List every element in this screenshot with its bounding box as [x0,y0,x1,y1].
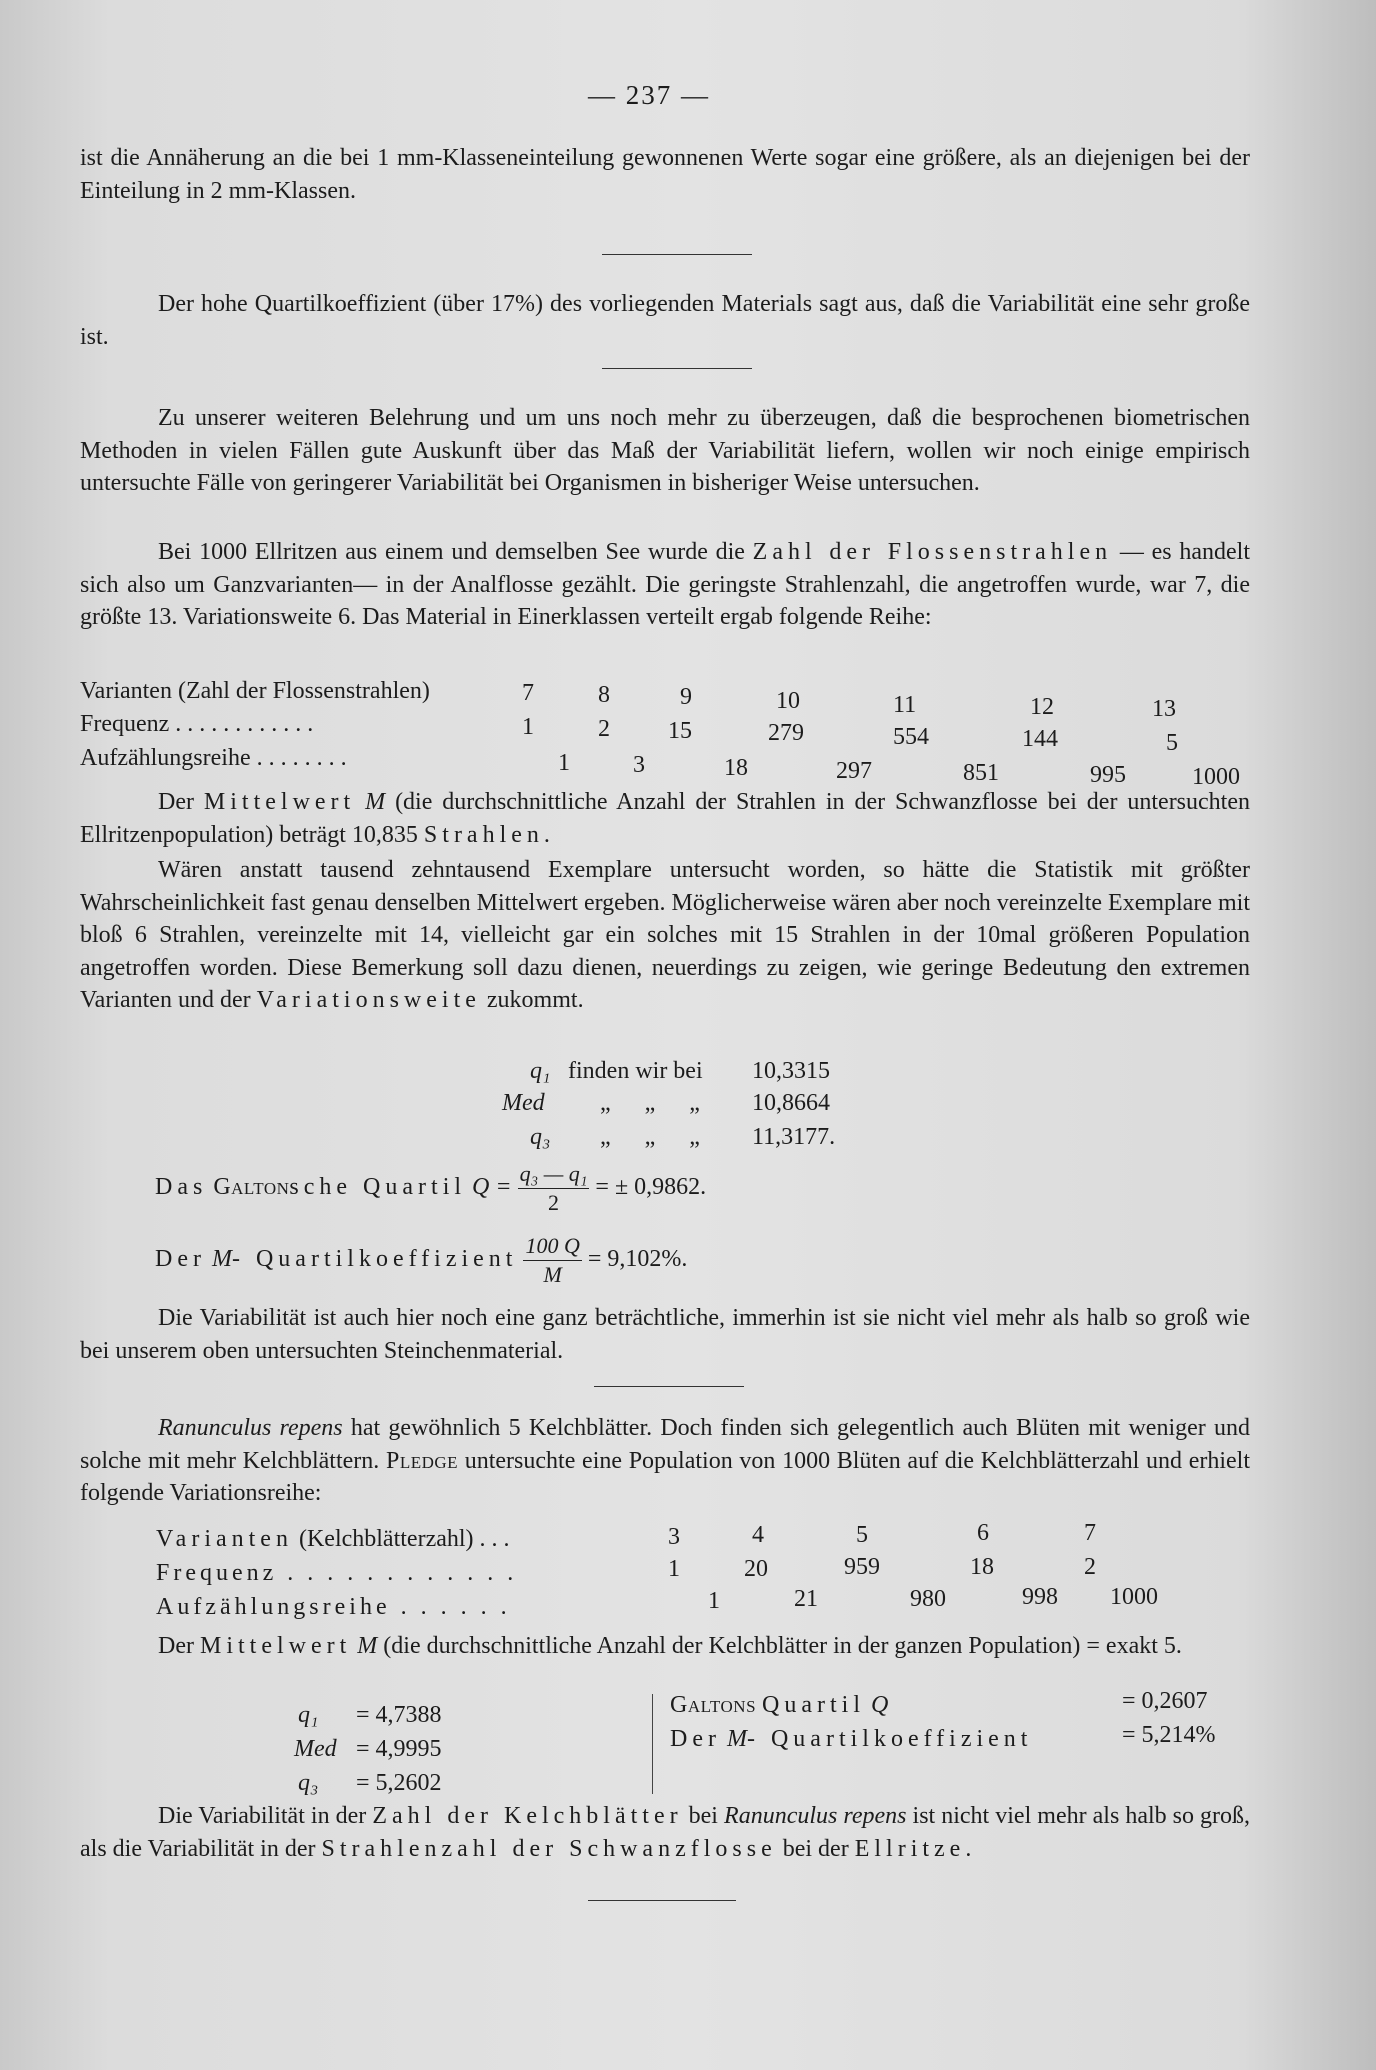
med-label: Med [294,1736,337,1762]
ellritzen-mittelwert-paragraph: Der Mittelwert M (die durchschnittliche Anzahl der Strahlen in der Schwanzflosse bei der untersuchten Ellritzenpopulation) beträgt 10,835 Strahlen. [80,789,1250,848]
table-cell: 1 [708,1588,720,1614]
q1-text: finden wir bei [568,1058,703,1084]
ranunculus-label-aufz: Aufzählungsreihe . . . . . . [156,1594,511,1620]
table-cell: 1 [668,1556,680,1582]
med-value: = 4,9995 [356,1736,442,1762]
ranunculus-mittelwert-paragraph: Der Mittelwert M (die durchschnittliche Anzahl der Kelchblätter in der ganzen Population) = exakt 5. [158,1633,1182,1659]
table-cell: 851 [963,760,999,786]
table-cell: 4 [752,1522,764,1548]
table-cell: 980 [910,1586,946,1612]
table-cell: 9 [680,684,692,710]
table-cell: 13 [1152,696,1176,722]
table-cell: 279 [768,720,804,746]
galton-fraction: $\frac{\text{q₃ — q₁}}{2}$ [519,1161,588,1215]
table-cell: 1000 [1110,1584,1158,1610]
column-separator [652,1694,653,1794]
table-cell: 3 [633,752,645,778]
ranunculus-galton-value: = 0,2607 [1122,1688,1208,1714]
page-number: — 237 — [588,80,710,110]
galton-quartile-formula: Das Galtonsche Quartil Q = $\frac{\text{q₃ — q₁}}{2}$ = ± 0,9862. [155,1161,707,1215]
ranunculus-galton: Galtons Quartil Q [670,1692,889,1718]
q3-ditto: „ „ „ [600,1124,700,1150]
ranunculus-label-frequenz: Frequenz . . . . . . . . . . . . [156,1560,518,1586]
table-cell: 1 [558,750,570,776]
table-cell: 554 [893,724,929,750]
q3-value: 11,3177. [752,1124,836,1150]
q3-label: q₃ [530,1124,551,1150]
table-cell: 959 [844,1554,880,1580]
ranunculus-intro-paragraph: Ranunculus repens hat gewöhnlich 5 Kelchblätter. Doch finden sich gelegentlich auch Blüten mit weniger und solche mit mehr Kelchblättern. Pledge untersuchte eine Population von 1000 Blüten auf die Kelchblätterzahl und erhielt folgende Variationsreihe: [80,1415,1251,1506]
table-cell: 7 [522,680,534,706]
table-cell: 144 [1022,726,1058,752]
q1-value: = 4,7388 [356,1702,442,1728]
table-cell: 2 [1084,1554,1096,1580]
section-divider-1 [602,254,752,255]
ranunculus-label-varianten: Varianten (Kelchblätterzahl) . . . [156,1526,510,1552]
ranunculus-mq-value: = 5,214% [1122,1722,1216,1748]
ellritzen-intro-paragraph: Bei 1000 Ellritzen aus einem und demselben See wurde die Zahl der Flossenstrahlen — es handelt sich also um Ganzvarianten— in der Analflosse gezählt. Die geringste Strahlenzahl, die angetroffen wurde, war 7, die größte 13. Variationsweite 6. Das Material in Einerklassen verteilt ergab folgende Reihe: [80,539,1251,630]
med-ditto: „ „ „ [600,1090,700,1116]
section-divider-3 [594,1386,744,1387]
final-paragraph: Die Variabilität in der Zahl der Kelchblätter bei Ranunculus repens ist nicht viel mehr als halb so groß, als die Variabilität in der Strahlenzahl der Schwanzflosse bei der Ellritze. [80,1803,1251,1862]
table-cell: 20 [744,1556,768,1582]
table-cell: 7 [1084,1520,1096,1546]
table-cell: 1 [522,714,534,740]
ellritzen-label-frequenz: Frequenz . . . . . . . . . . . . [80,711,314,737]
table-cell: 2 [598,716,610,742]
table-cell: 12 [1030,694,1054,720]
table-cell: 6 [977,1520,989,1546]
table-cell: 11 [893,692,917,718]
table-cell: 8 [598,682,610,708]
med-value: 10,8664 [752,1090,830,1116]
table-cell: 1000 [1192,764,1240,790]
ellritzen-waeren-paragraph: Wären anstatt tausend zehntausend Exemplare untersucht worden, so hätte die Statistik mit größter Wahrscheinlichkeit fast genau denselben Mittelwert ergeben. Möglicherweise wären aber noch vereinzelte Exemplare mit bloß 6 Strahlen, vereinzelte mit 14, vielleicht gar ein solches mit 15 Strahlen in der 10mal größeren Population angetroffen worden. Diese Bemerkung soll dazu dienen, neuerdings zu zeigen, wie geringe Bedeutung den extremen Varianten und der Variationsweite zukommt. [80,857,1250,1013]
q3-value: = 5,2602 [356,1770,442,1796]
ellritzen-label-varianten: Varianten (Zahl der Flossenstrahlen) [80,678,430,704]
table-cell: 18 [970,1554,994,1580]
table-cell: 15 [668,718,692,744]
q1-value: 10,3315 [752,1058,830,1084]
intro-paragraph: ist die Annäherung an die bei 1 mm-Klasseneinteilung gewonnenen Werte sogar eine größere, als an diejenigen bei der Einteilung in 2 mm-Klassen. [80,145,1250,204]
end-divider [588,1900,736,1901]
q1-label: q₁ [530,1058,551,1084]
table-cell: 998 [1022,1584,1058,1610]
quartile-note-paragraph: Der hohe Quartilkoeffizient (über 17%) des vorliegenden Materials sagt aus, daß die Variabilität eine sehr große ist. [80,291,1250,350]
table-cell: 3 [668,1524,680,1550]
table-cell: 995 [1090,762,1126,788]
m-quartilkoeffizient-formula: Der M- Quartilkoeffizient $\frac{100 Q}{M}$ = 9,102%. [155,1233,688,1287]
table-cell: 18 [724,755,748,781]
table-cell: 297 [836,758,872,784]
table-cell: 5 [1166,730,1178,756]
table-cell: 10 [776,688,800,714]
med-label: Med [502,1090,545,1116]
ellritzen-conclusion-paragraph: Die Variabilität ist auch hier noch eine ganz beträchtliche, immerhin ist sie nicht viel mehr als halb so groß wie bei unserem oben untersuchten Steinchenmaterial. [80,1305,1250,1364]
ellritzen-label-aufz: Aufzählungsreihe . . . . . . . . [80,745,347,771]
table-cell: 5 [856,1522,868,1548]
section-divider-2 [602,368,752,369]
belehrung-paragraph: Zu unserer weiteren Belehrung und um uns noch mehr zu überzeugen, daß die besprochenen biometrischen Methoden in vielen Fällen gute Auskunft über das Maß der Variabilität liefern, wollen wir noch einige empirisch untersuchte Fälle von geringerer Variabilität bei Organismen in bisheriger Weise untersuchen. [80,405,1250,496]
q1-label: q₁ [298,1702,319,1728]
mq-fraction: $\frac{100 Q}{M}$ [525,1233,580,1287]
q3-label: q₃ [298,1770,319,1796]
ranunculus-mq: Der M- Quartilkoeffizient [670,1726,1033,1752]
table-cell: 21 [794,1586,818,1612]
